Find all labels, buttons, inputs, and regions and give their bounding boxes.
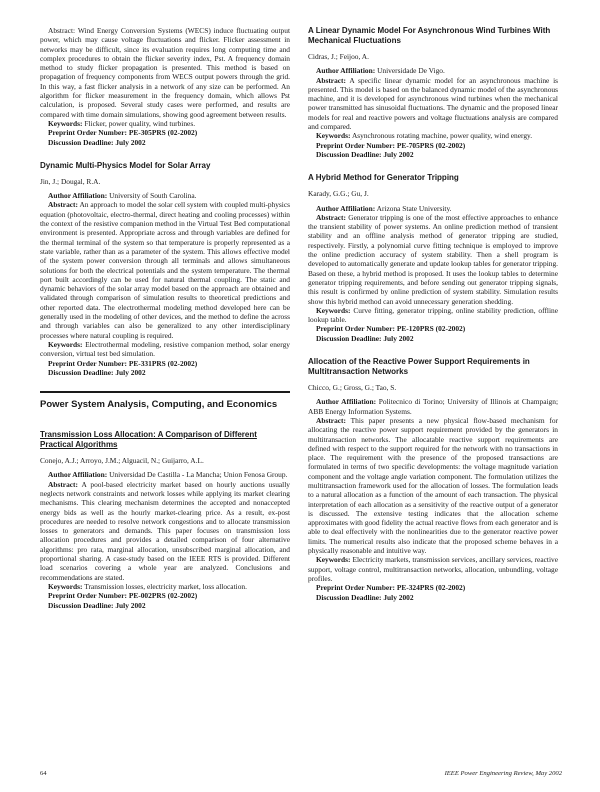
- left-column: [40, 26, 290, 624]
- article-authors: Cidras, J.; Feijoo, A.: [308, 52, 369, 61]
- article-abstract: Abstract: Generator tripping is one of the most effective approaches to enhance the transient stability of power systems. An online prediction method of transient stability and an offline analysis method of generator tripping are studied, respectively. Firstly, a polynomial curve fitting technique is employed to improve the online prediction accuracy of system stability. Then a shell program is developed to automatically generate and update lookup tables for generator tripping. Based on these, a hybrid method is proposed. It uses the lookup tables to determine generator tripping requirements, and before sending out generator tripping signals, this result is confirmed by online prediction of system stability. Simulation results show this hybrid method can avoid unnecessary generation shedding.: [308, 212, 558, 306]
- article-title: Dynamic Multi-Physics Model for Solar Array: [40, 160, 211, 170]
- article-authors: Jin, J.; Dougal, R.A.: [40, 176, 101, 186]
- article-generator-tripping: [308, 173, 558, 343]
- author-affiliation: Author Affiliation: Universidad De Castilla - La Mancha; Union Fenosa Group.: [48, 470, 288, 480]
- article-title: Transmission Loss Allocation: A Comparison of Different Practical Algorithms: [40, 430, 257, 450]
- article-authors: Karady, G.G.; Gu, J.: [308, 189, 369, 199]
- journal-citation: IEEE Power Engineering Review, May 2002: [444, 770, 562, 777]
- discussion-deadline: Discussion Deadline: July 2002: [48, 600, 146, 610]
- article-keywords: Keywords: Asynchronous rotating machine, power quality, wind energy.: [316, 131, 533, 141]
- article-keywords: Keywords: Curve fitting, generator tripping, online stability prediction, offline lookup table.: [308, 305, 558, 325]
- discussion-deadline: Discussion Deadline: July 2002: [316, 592, 414, 602]
- section-divider: [40, 391, 290, 393]
- discussion-deadline: Discussion Deadline: July 2002: [48, 367, 146, 377]
- article-title: A Hybrid Method for Generator Tripping: [308, 173, 459, 183]
- preprint-order-number: Preprint Order Number: PE-324PRS (02-2002): [316, 583, 466, 593]
- article-wecs-flicker-continued: [40, 26, 290, 147]
- article-reactive-power-allocation: [308, 357, 558, 602]
- article-abstract: Abstract: A pool-based electricity market based on hourly auctions usually neglects network constraints and network losses while applying its market clearing mechanisms. This clearing mechanism determines the accepted and nonaccepted energy bids as well as the hourly market-clearing price. As a result, ex-post procedures are needed to resolve network congestions and to allocate transmission losses to generators and demands. This paper focuses on transmission loss allocation procedures and provides a detailed comparison of four alternative algorithms: pro rata, marginal allocation, unsubscribed marginal allocation, and proportional sharing. A case-study based on the IEEE RTS is provided. Different load scenarios covering a whole year are analyzed. Conclusions and recommendations are stated.: [40, 479, 290, 582]
- article-authors: Conejo, A.J.; Arroyo, J.M.; Alguacil, N.; Guijarro, A.L.: [40, 456, 204, 466]
- article-abstract: Abstract: A specific linear dynamic model for an asynchronous machine is presented. This model is based on the balanced dynamic model of the asynchronous machine, and it is developed for asynchronous wind turbines when the mechanical power transmitted has sinusoidal fluctuations. The dynamic and the proposed linear models for real and reactive powers and voltage fluctuations analysis are compared and compared.: [308, 75, 558, 132]
- discussion-deadline: Discussion Deadline: July 2002: [316, 149, 414, 159]
- preprint-order-number: Preprint Order Number: PE-331PRS (02-2002): [48, 358, 198, 368]
- author-affiliation: Author Affiliation: University of South Carolina.: [48, 191, 197, 201]
- article-authors: Chicco, G.; Gross, G.; Tao, S.: [308, 383, 397, 393]
- article-title: Allocation of the Reactive Power Support Requirements in Multitransaction Networks: [308, 357, 530, 377]
- article-title: A Linear Dynamic Model For Asynchronous Wind Turbines With Mechanical Fluctuations: [308, 26, 551, 45]
- preprint-order-number: Preprint Order Number: PE-002PRS (02-2002): [48, 591, 198, 601]
- author-affiliation: Author Affiliation: Arizona State University.: [316, 203, 452, 213]
- article-keywords: Keywords: Transmission losses, electricity market, loss allocation.: [48, 581, 247, 591]
- article-transmission-loss: [40, 430, 290, 610]
- article-solar-array: [40, 161, 290, 377]
- author-affiliation: Author Affiliation: Politecnico di Torino; University of Illinois at Champaign; ABB Energy Information Systems.: [308, 397, 558, 416]
- article-abstract: Abstract: This paper presents a new physical flow-based mechanism for allocating the reactive power support requirement provided by the generators in multitransaction networks. The allocatable reactive support requirements are defined with respect to the support required for the network with no transactions in place. The requirement with the presence of the proposed transactions are formulated in terms of two specific developments: the voltage magnitude variation component and the voltage angle variation component. The formulation utilizes the multitransaction framework used for the allocation of losses. The formulation leads to a natural allocation as a function of the amount of each transaction. The physical interpretation of each allocation as a sensitivity of the reactive output of a generator is discussed. The extensive testing indicates that the allocation scheme approximates with good fidelity the actual reactive flows from each generator and is able to deal effectively with the nonlinearities due to the generator reactive power limits. The numerical results also indicate that the proposed scheme behaves in a physically reasonable and intuitive way.: [308, 415, 558, 556]
- page-number: 64: [40, 770, 47, 777]
- article-abstract: Abstract: Wind Energy Conversion Systems (WECS) induce fluctuating output power, which may cause voltage fluctuations and flicker. Flicker assessment in networks may be difficult, since its evaluation requires long computing time and complex procedures to obtain the flicker severity index, Pst. A frequency domain method to study flicker propagation is presented. This method is based on propagation of frequency components from WECS output powers through the grid. In this way, a fast flicker analysis in a network of any size can be performed. An algorithm for flicker measurement in the frequency domain, which allows Pst calculation, is proposed. Several study cases were performed, and results are compared with time domain simulations, showing good agreement between results.: [40, 26, 290, 119]
- preprint-order-number: Preprint Order Number: PE-120PRS (02-2002): [316, 324, 466, 334]
- section-heading: Power System Analysis, Computing, and Economics: [40, 399, 278, 411]
- article-abstract: Abstract: An approach to model the solar cell system with coupled multi-physics equation (photovoltaic, electro-thermal, direct heating and cooling processes) within the context of the resistive companion method in the Virtual Test Bed computational environment is presented. Appropriate across and through variables are defined for the thermal terminal of the system so that temperature is properly represented as a state variable, rather than as a parameter of the system. This allows effective model of the system power conversion through all terminals and allows simultaneous solutions for both the electrical potentials and the system temperature. The thermal port built accordingly can be used for natural thermal coupling. The static and dynamic behaviors of the solar array model based on the approach are obtained and validated through comparison of simulation results to theoretical predictions and other reported data. The electrothermal modeling method developed here can be generally used in the modeling of other devices, and the method to define the across and through variables can also be generalized to any other interdisciplinary processes where natural coupling is required.: [40, 200, 290, 340]
- article-asynchronous-wind-turbines: [308, 26, 558, 159]
- preprint-order-number: Preprint Order Number: PE-305PRS (02-2002): [48, 128, 198, 138]
- article-keywords: Keywords: Electrothermal modeling, resistive companion method, solar energy conversion, virtual test bed simulation.: [40, 339, 290, 359]
- article-keywords: Keywords: Electricity markets, transmission services, ancillary services, reactive support, voltage control, multitransaction networks, allocation, unbundling, voltage profiles.: [308, 555, 558, 583]
- article-keywords: Keywords: Flicker, power quality, wind turbines.: [48, 118, 196, 128]
- discussion-deadline: Discussion Deadline: July 2002: [316, 333, 414, 343]
- right-column: [308, 26, 558, 616]
- author-affiliation: Author Affiliation: Universidade De Vigo.: [316, 66, 445, 76]
- discussion-deadline: Discussion Deadline: July 2002: [48, 137, 146, 147]
- preprint-order-number: Preprint Order Number: PE-705PRS (02-2002): [316, 140, 466, 150]
